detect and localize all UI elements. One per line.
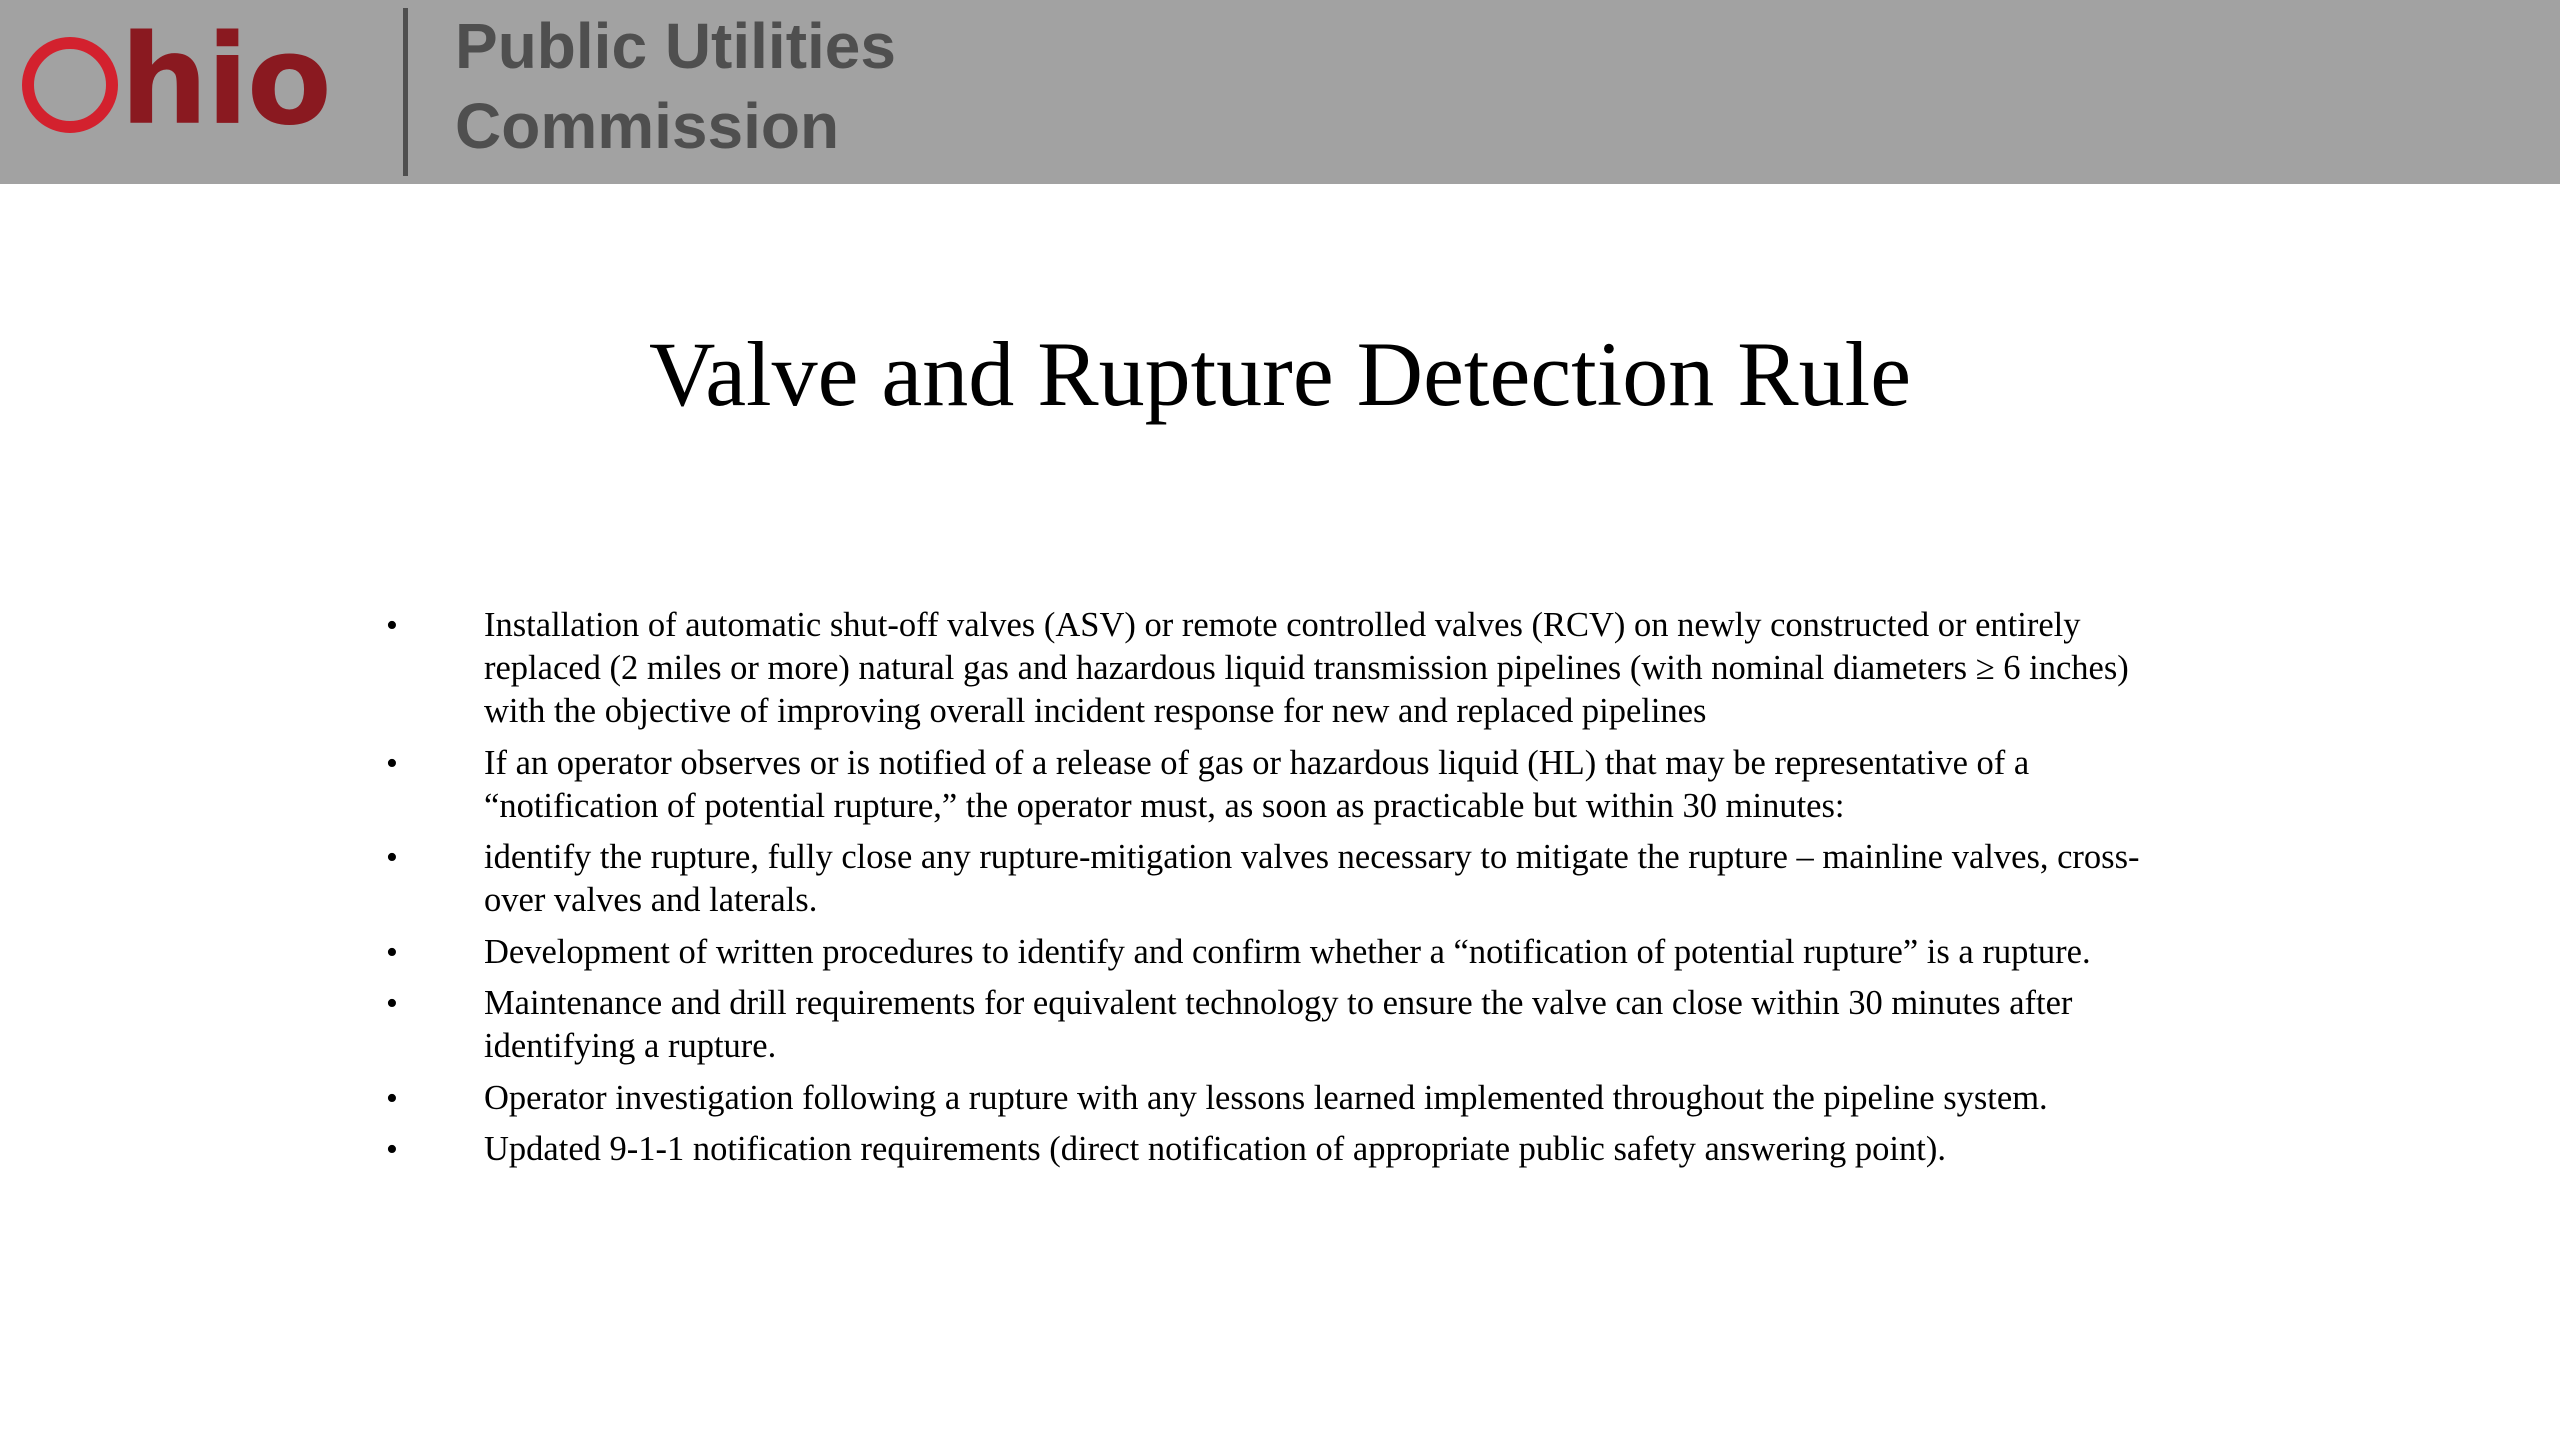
bullet-item [380, 931, 2180, 974]
slide-title: Valve and Rupture Detection Rule [648, 323, 1912, 425]
logo-divider [403, 8, 408, 176]
bullet-text: identify the rupture, fully close any rupture-mitigation valves necessary to mitigate the rupture – mainline valves, cross-over valves and laterals. [484, 838, 2140, 919]
bullet-dot: • [386, 1131, 398, 1168]
bullet-item [380, 982, 2180, 1068]
bullet-item [380, 1077, 2180, 1120]
bullet-item [380, 604, 2180, 733]
bullet-item [380, 742, 2180, 828]
bullet-dot: • [386, 607, 398, 644]
bullet-text: Installation of automatic shut-off valves (ASV) or remote controlled valves (RCV) on newly constructed or entirely replaced (2 miles or more) natural gas and hazardous liquid transmission pipelines (with nominal diameters ≥ 6 inches) with the objective of improving overall incident response for new and replaced pipelines [484, 606, 2129, 730]
logo-letter-o-ring [22, 37, 118, 133]
bullet-list [380, 604, 2180, 1180]
bullet-dot: • [386, 839, 398, 876]
bullet-text: Operator investigation following a rupture with any lessons learned implemented throughout the pipeline system. [484, 1078, 2048, 1117]
logo-wordmark: hio [120, 9, 330, 153]
bullet-item [380, 836, 2180, 922]
bullet-item [380, 1128, 2180, 1171]
bullet-dot: • [386, 933, 398, 971]
bullet-dot: • [386, 985, 398, 1022]
header-bar [0, 0, 2560, 184]
bullet-dot: • [386, 744, 398, 782]
agency-name-line1: Public Utilities [455, 10, 896, 82]
bullet-text: If an operator observes or is notified of a release of gas or hazardous liquid (HL) that may be representative of a “notification of potential rupture,” the operator must, as soon as practicable but within 30 minutes: [484, 743, 2030, 825]
bullet-dot: • [386, 1079, 398, 1117]
ohio-logo [22, 8, 330, 158]
agency-name-line2: Commission [455, 90, 840, 162]
bullet-text: Maintenance and drill requirements for equivalent technology to ensure the valve can close within 30 minutes after identifying a rupture. [484, 984, 2073, 1065]
agency-name [455, 6, 896, 166]
bullet-text: Development of written procedures to identify and confirm whether a “notification of potential rupture” is a rupture. [484, 932, 2091, 971]
bullet-text: Updated 9-1-1 notification requirements (direct notification of appropriate public safety answering point). [484, 1130, 1946, 1168]
